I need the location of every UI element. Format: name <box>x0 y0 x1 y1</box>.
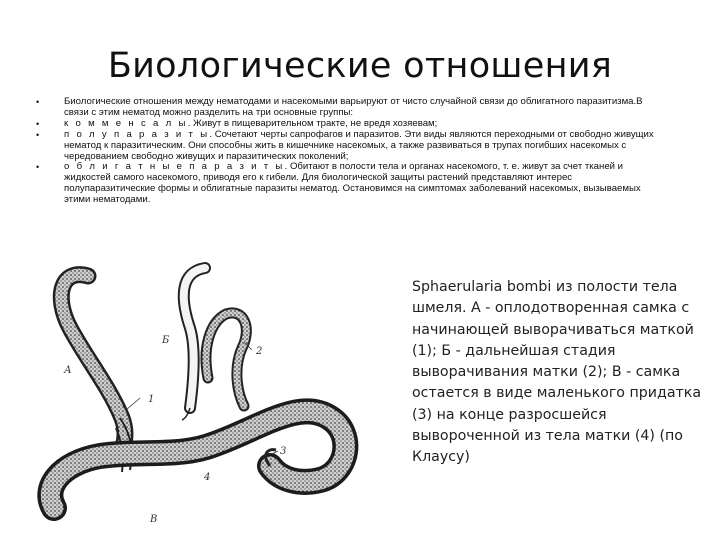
figure-label-v: В <box>150 514 158 525</box>
bullet-text: . Живут в пищеварительном тракте, не вредя хозяевам; <box>187 117 438 129</box>
figure-label-b: Б <box>162 335 170 346</box>
figure-label-3: 3 <box>280 446 287 457</box>
bullet-item <box>36 130 666 163</box>
bullet-text: . Обитают в полости тела и органах насекомого, т. е. живут за счет тканей и жидкостей самого насекомого, приводя его к гибели. Для биологической защиты растений представляют интерес полупаразитические формы и облигатные паразиты нематод. Остановимся на симптомах заболеваний насекомых, вызываемых этими нематодами. <box>64 161 641 206</box>
figure-label-a: А <box>64 365 72 376</box>
bullet-text: . Сочетают черты сапрофагов и паразитов. Эти виды являются переходными от свободно живущих нематод к паразитическим. Они способны жить в кишечнике насекомых, а также развиваться в трупах погибших насекомых с чередованием свободно живущих и паразитических поколений; <box>64 128 654 162</box>
bullet-item <box>36 162 666 206</box>
worm-v <box>50 411 345 508</box>
nematode-drawing <box>30 258 365 530</box>
figure-caption: Sphaerularia bombi из полости тела шмеля. А - оплодотворенная самка с начинающей выворачиваться маткой (1); Б - дальнейшая стадия выворачивания матки (2); В - самка остается в виде маленького придатка (3) на конце разросшейся вывороченной из тела матки (4) (по Клаусу) <box>412 279 702 466</box>
worm-b <box>182 268 205 420</box>
bullet-item <box>36 97 666 119</box>
slide-title: Биологические отношения <box>107 46 613 86</box>
nematode-illustration <box>30 258 365 530</box>
bullet-lead: к о м м е н с а л ы <box>64 117 188 129</box>
bullet-lead: п о л у п а р а з и т ы <box>64 128 210 140</box>
bullet-text: Биологические отношения между нематодами и насекомыми варьируют от чисто случайной связи до облигатного паразитизма.В связи с этим нематод можно разделить на три основные группы: <box>64 96 643 118</box>
figure-label-2: 2 <box>256 346 263 357</box>
worm-b-uterus <box>206 313 246 406</box>
figure-label-4: 4 <box>204 472 211 483</box>
bullet-lead: о б л и г а т н ы е п а р а з и т ы <box>64 161 285 173</box>
bullet-list <box>36 97 666 206</box>
figure-label-1: 1 <box>148 394 155 405</box>
